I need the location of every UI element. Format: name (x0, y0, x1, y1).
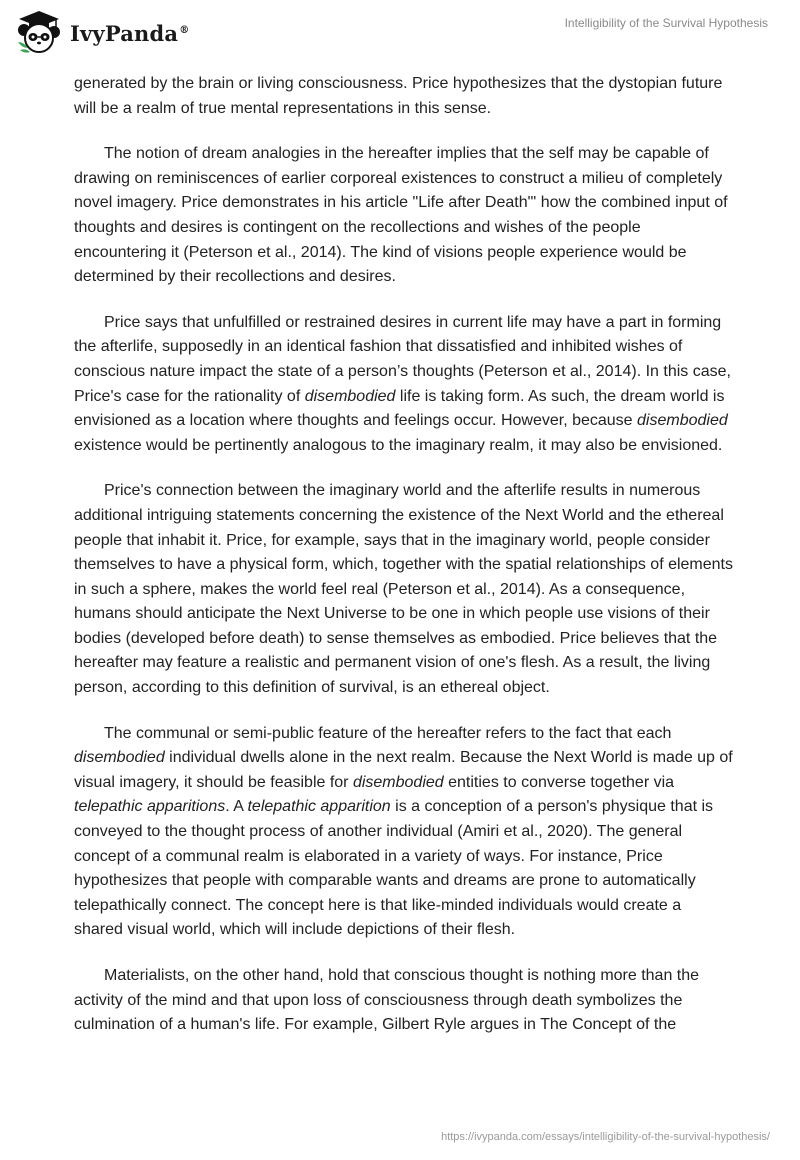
body-paragraph (74, 479, 734, 700)
italic-term: disembodied (637, 412, 728, 430)
body-paragraph (74, 72, 734, 121)
body-paragraph (74, 311, 734, 459)
footer-source-url[interactable]: https://ivypanda.com/essays/intelligibility-of-the-survival-hypothesis/ (441, 1131, 770, 1143)
text-run: Price's connection between the imaginary world and the afterlife results in numerous additional intriguing statements concerning the existence of the Next World and the ethereal people that inhabit it. Price, for example, says that in the imaginary world, people consider themselves to have a physical form, which, together with the spatial relationships of elements in such a sphere, makes the world feel real (Peterson et al., 2014). As a consequence, humans should anticipate the Next Universe to be one in which people use visions of their bodies (developed before death) to sense themselves as embodied. Price believes that the hereafter may feature a realistic and permanent vision of one's flesh. As a result, the living person, according to this definition of survival, is an ethereal object. (74, 482, 733, 697)
text-run: existence would be pertinently analogous to the imaginary realm, it may also be envisioned. (74, 436, 723, 454)
text-run: entities to converse together via (443, 773, 675, 791)
text-run: Price says that unfulfilled or restrained desires in current life may have a part in forming the afterlife, supposedly in an identical fashion that dissatisfied and inhibited wishes of conscious nature impact the state of a person’s thoughts (Peterson et al., 2014). In this case, Price's case for the rationality of (74, 313, 731, 405)
body-paragraph (74, 142, 734, 290)
page-header (0, 0, 800, 70)
text-run: The notion of dream analogies in the hereafter implies that the self may be capable of drawing on reminiscences of earlier corporeal existences to construct a milieu of completely novel imagery. Price demonstrates in his article "Life after Death"' how the combined input of thoughts and desires is contingent on the recollections and wishes of the people encountering it (Peterson et al., 2014). The kind of visions people experience would be determined by their recollections and desires. (74, 145, 728, 286)
body-paragraph (74, 964, 734, 1038)
text-run: life is taking form. As such, the dream world is envisioned as a location where thoughts and feelings occur. However, because (74, 387, 725, 430)
document-title: Intelligibility of the Survival Hypothesis (564, 16, 768, 30)
text-run: . A (225, 798, 248, 816)
text-run: generated by the brain or living consciousness. Price hypothesizes that the dystopian future will be a realm of true mental representations in this sense. (74, 75, 723, 117)
text-run: individual dwells alone in the next realm. Because the Next World is made up of visual imagery, it should be feasible for (74, 749, 733, 791)
essay-body (74, 72, 734, 1059)
panda-graduate-icon (14, 8, 64, 58)
text-run: is a conception of a person's physique that is conveyed to the thought process of another individual (Amiri et al., 2020). The general concept of a communal realm is elaborated in a variety of ways. For instance, Price hypothesizes that people with comparable wants and dreams are prone to automatically telepathically connect. The concept here is that like-minded individuals would create a shared visual world, which will include depictions of their flesh. (74, 798, 714, 939)
text-run: Materialists, on the other hand, hold that conscious thought is nothing more than the activity of the mind and that upon loss of consciousness through death symbolizes the culmination of a human's life. For example, Gilbert Ryle argues in The Concept of the (74, 967, 700, 1034)
italic-term: telepathic apparitions (74, 798, 226, 816)
body-paragraph (74, 722, 734, 943)
italic-term: disembodied (352, 773, 444, 791)
registered-mark: ® (179, 24, 190, 36)
ivypanda-logo[interactable] (14, 8, 189, 58)
italic-term: disembodied (74, 749, 165, 767)
text-run: The communal or semi-public feature of the hereafter refers to the fact that each (104, 724, 672, 742)
italic-term: telepathic apparition (247, 798, 391, 816)
italic-term: disembodied (304, 387, 396, 405)
brand-name: IvyPanda® (70, 20, 190, 46)
